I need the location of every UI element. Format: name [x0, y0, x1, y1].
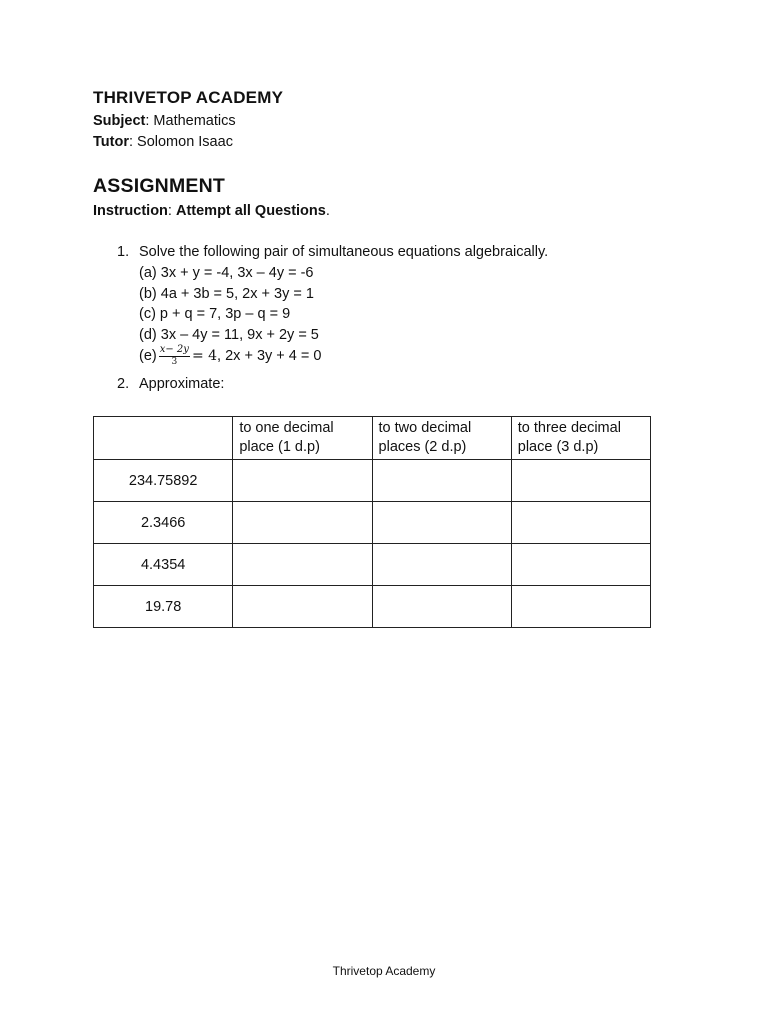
question-1-text: Solve the following pair of simultaneous equations algebraically. [139, 244, 549, 260]
answer-cell [511, 460, 650, 502]
table-header-cell: to one decimal place (1 d.p) [233, 417, 372, 460]
table-row [94, 544, 651, 586]
answer-cell [233, 586, 372, 628]
subject-value: : Mathematics [145, 113, 236, 129]
instruction-separator: : [167, 203, 176, 219]
instruction-label: Instruction [93, 203, 168, 219]
question-1-part-d: (d) 3x – 4y = 11, 9x + 2y = 5 [139, 327, 319, 343]
table-header-cell: to two decimal places (2 d.p) [372, 417, 511, 460]
answer-cell [233, 544, 372, 586]
question-1-number: 1. [117, 244, 130, 260]
instruction-text: Attempt all Questions [175, 203, 326, 219]
table-row-value: 19.78 [94, 586, 233, 628]
table-header-cell [94, 417, 233, 460]
fraction-denominator: 3 [171, 357, 178, 367]
answer-cell [372, 502, 511, 544]
answer-cell [372, 544, 511, 586]
page-footer: Thrivetop Academy [332, 964, 436, 978]
part-e-equals: = 4 [191, 347, 218, 364]
subject-label: Subject [93, 113, 146, 129]
subject-line [93, 113, 236, 129]
question-1-part-c: (c) p + q = 7, 3p – q = 9 [139, 306, 291, 322]
table-header-cell: to three decimal place (3 d.p) [511, 417, 650, 460]
question-1-part-b: (b) 4a + 3b = 5, 2x + 3y = 1 [139, 286, 314, 302]
table-row [94, 502, 651, 544]
question-1-part-e [139, 345, 321, 367]
question-2-number: 2. [117, 376, 130, 392]
assignment-heading: ASSIGNMENT [93, 175, 226, 197]
table-row [94, 586, 651, 628]
tutor-line [93, 134, 233, 150]
instruction-line [93, 203, 330, 219]
table-header-row [94, 417, 651, 460]
question-2-text: Approximate: [139, 376, 225, 392]
approximation-table [93, 416, 651, 628]
table-row [94, 460, 651, 502]
answer-cell [372, 586, 511, 628]
answer-cell [511, 586, 650, 628]
question-1-part-a: (a) 3x + y = -4, 3x – 4y = -6 [139, 265, 314, 281]
fraction-numerator: x− 2y [159, 344, 189, 355]
part-e-rest: , 2x + 3y + 4 = 0 [217, 347, 322, 364]
tutor-value: : Solomon Isaac [128, 134, 233, 150]
table-row-value: 2.3466 [94, 502, 233, 544]
answer-cell [233, 460, 372, 502]
part-e-prefix: (e) [139, 347, 157, 364]
school-name: THRIVETOP ACADEMY [93, 88, 284, 107]
fraction [159, 345, 190, 367]
answer-cell [511, 544, 650, 586]
tutor-label: Tutor [93, 134, 129, 150]
answer-cell [372, 460, 511, 502]
instruction-period: . [325, 203, 330, 219]
table-row-value: 234.75892 [94, 460, 233, 502]
table-row-value: 4.4354 [94, 544, 233, 586]
answer-cell [511, 502, 650, 544]
answer-cell [233, 502, 372, 544]
